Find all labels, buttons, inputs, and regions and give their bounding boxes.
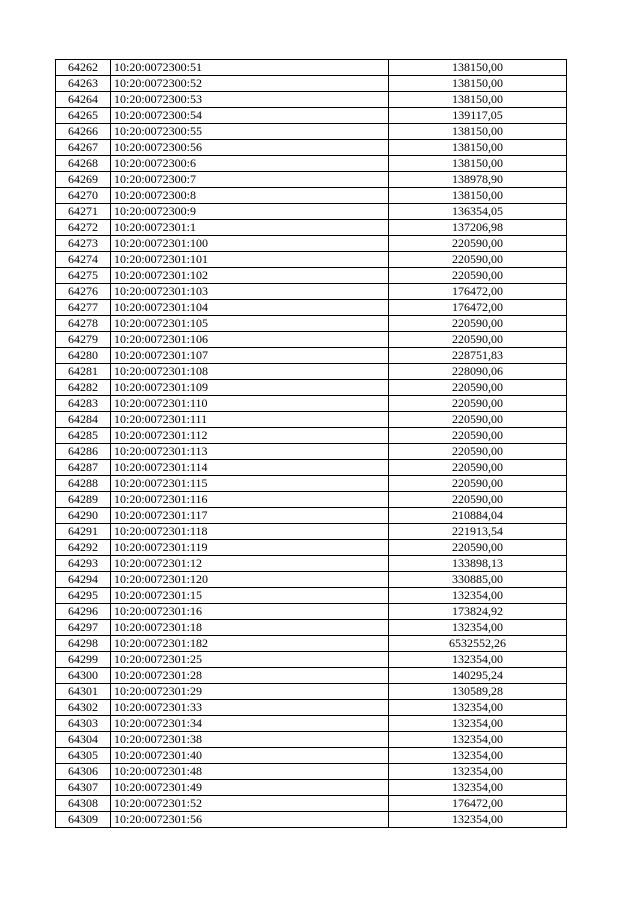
table-row [56, 172, 567, 188]
table-row [56, 684, 567, 700]
row-number-cell: 64262 [56, 60, 111, 76]
cadastral-number-cell: 10:20:0072301:104 [111, 300, 389, 316]
table-row [56, 332, 567, 348]
row-number-cell: 64279 [56, 332, 111, 348]
row-number-cell: 64271 [56, 204, 111, 220]
row-number-cell: 64273 [56, 236, 111, 252]
value-cell: 132354,00 [389, 620, 567, 636]
table-row [56, 252, 567, 268]
cadastral-number-cell: 10:20:0072300:7 [111, 172, 389, 188]
cadastral-number-cell: 10:20:0072301:49 [111, 780, 389, 796]
value-cell: 132354,00 [389, 700, 567, 716]
table-row [56, 236, 567, 252]
cadastral-number-cell: 10:20:0072301:52 [111, 796, 389, 812]
value-cell: 220590,00 [389, 412, 567, 428]
row-number-cell: 64307 [56, 780, 111, 796]
value-cell: 138150,00 [389, 124, 567, 140]
table-row [56, 380, 567, 396]
value-cell: 138150,00 [389, 188, 567, 204]
cadastral-number-cell: 10:20:0072301:115 [111, 476, 389, 492]
cadastral-number-cell: 10:20:0072301:119 [111, 540, 389, 556]
table-body [56, 60, 567, 828]
cadastral-number-cell: 10:20:0072300:8 [111, 188, 389, 204]
cadastral-number-cell: 10:20:0072301:182 [111, 636, 389, 652]
value-cell: 176472,00 [389, 284, 567, 300]
row-number-cell: 64299 [56, 652, 111, 668]
table-row [56, 412, 567, 428]
row-number-cell: 64293 [56, 556, 111, 572]
value-cell: 137206,98 [389, 220, 567, 236]
row-number-cell: 64272 [56, 220, 111, 236]
row-number-cell: 64290 [56, 508, 111, 524]
cadastral-number-cell: 10:20:0072301:15 [111, 588, 389, 604]
table-row [56, 220, 567, 236]
row-number-cell: 64309 [56, 812, 111, 828]
row-number-cell: 64263 [56, 76, 111, 92]
row-number-cell: 64304 [56, 732, 111, 748]
table-row [56, 460, 567, 476]
table-row [56, 588, 567, 604]
value-cell: 138150,00 [389, 60, 567, 76]
value-cell: 138150,00 [389, 156, 567, 172]
row-number-cell: 64296 [56, 604, 111, 620]
table-row [56, 716, 567, 732]
table-row [56, 748, 567, 764]
table-row [56, 316, 567, 332]
row-number-cell: 64294 [56, 572, 111, 588]
cadastral-number-cell: 10:20:0072301:102 [111, 268, 389, 284]
table-row [56, 60, 567, 76]
table-row [56, 300, 567, 316]
row-number-cell: 64280 [56, 348, 111, 364]
value-cell: 220590,00 [389, 492, 567, 508]
row-number-cell: 64266 [56, 124, 111, 140]
cadastral-number-cell: 10:20:0072301:109 [111, 380, 389, 396]
table-row [56, 428, 567, 444]
value-cell: 140295,24 [389, 668, 567, 684]
cadastral-number-cell: 10:20:0072301:34 [111, 716, 389, 732]
row-number-cell: 64269 [56, 172, 111, 188]
cadastral-number-cell: 10:20:0072300:51 [111, 60, 389, 76]
row-number-cell: 64289 [56, 492, 111, 508]
table-row [56, 188, 567, 204]
value-cell: 138150,00 [389, 140, 567, 156]
value-cell: 228751,83 [389, 348, 567, 364]
value-cell: 132354,00 [389, 764, 567, 780]
row-number-cell: 64306 [56, 764, 111, 780]
value-cell: 220590,00 [389, 396, 567, 412]
value-cell: 330885,00 [389, 572, 567, 588]
row-number-cell: 64300 [56, 668, 111, 684]
cadastral-number-cell: 10:20:0072301:113 [111, 444, 389, 460]
row-number-cell: 64297 [56, 620, 111, 636]
row-number-cell: 64281 [56, 364, 111, 380]
table-row [56, 780, 567, 796]
cadastral-number-cell: 10:20:0072300:6 [111, 156, 389, 172]
row-number-cell: 64268 [56, 156, 111, 172]
value-cell: 220590,00 [389, 444, 567, 460]
row-number-cell: 64270 [56, 188, 111, 204]
value-cell: 220590,00 [389, 332, 567, 348]
cadastral-number-cell: 10:20:0072301:101 [111, 252, 389, 268]
cadastral-number-cell: 10:20:0072300:56 [111, 140, 389, 156]
table-row [56, 364, 567, 380]
value-cell: 176472,00 [389, 796, 567, 812]
table-row [56, 812, 567, 828]
value-cell: 132354,00 [389, 732, 567, 748]
table-row [56, 700, 567, 716]
table-row [56, 636, 567, 652]
table-row [56, 508, 567, 524]
table-row [56, 140, 567, 156]
row-number-cell: 64305 [56, 748, 111, 764]
table-row [56, 108, 567, 124]
row-number-cell: 64265 [56, 108, 111, 124]
data-table [55, 59, 567, 828]
value-cell: 132354,00 [389, 588, 567, 604]
row-number-cell: 64278 [56, 316, 111, 332]
cadastral-number-cell: 10:20:0072301:111 [111, 412, 389, 428]
row-number-cell: 64295 [56, 588, 111, 604]
cadastral-number-cell: 10:20:0072301:16 [111, 604, 389, 620]
row-number-cell: 64287 [56, 460, 111, 476]
cadastral-number-cell: 10:20:0072300:52 [111, 76, 389, 92]
row-number-cell: 64284 [56, 412, 111, 428]
table-row [56, 76, 567, 92]
row-number-cell: 64275 [56, 268, 111, 284]
value-cell: 220590,00 [389, 316, 567, 332]
table-row [56, 652, 567, 668]
table-row [56, 556, 567, 572]
cadastral-number-cell: 10:20:0072301:1 [111, 220, 389, 236]
value-cell: 132354,00 [389, 748, 567, 764]
table-row [56, 764, 567, 780]
cadastral-number-cell: 10:20:0072300:54 [111, 108, 389, 124]
cadastral-number-cell: 10:20:0072301:29 [111, 684, 389, 700]
value-cell: 221913,54 [389, 524, 567, 540]
value-cell: 228090,06 [389, 364, 567, 380]
cadastral-number-cell: 10:20:0072300:55 [111, 124, 389, 140]
cadastral-number-cell: 10:20:0072301:18 [111, 620, 389, 636]
value-cell: 138150,00 [389, 92, 567, 108]
row-number-cell: 64274 [56, 252, 111, 268]
value-cell: 130589,28 [389, 684, 567, 700]
table-row [56, 796, 567, 812]
table-row [56, 156, 567, 172]
value-cell: 210884,04 [389, 508, 567, 524]
row-number-cell: 64288 [56, 476, 111, 492]
table-row [56, 604, 567, 620]
table-row [56, 92, 567, 108]
row-number-cell: 64302 [56, 700, 111, 716]
row-number-cell: 64301 [56, 684, 111, 700]
table-row [56, 124, 567, 140]
value-cell: 136354,05 [389, 204, 567, 220]
cadastral-number-cell: 10:20:0072301:105 [111, 316, 389, 332]
cadastral-number-cell: 10:20:0072301:28 [111, 668, 389, 684]
cadastral-number-cell: 10:20:0072301:108 [111, 364, 389, 380]
cadastral-number-cell: 10:20:0072301:117 [111, 508, 389, 524]
row-number-cell: 64298 [56, 636, 111, 652]
value-cell: 220590,00 [389, 252, 567, 268]
value-cell: 132354,00 [389, 780, 567, 796]
row-number-cell: 64286 [56, 444, 111, 460]
table-row [56, 284, 567, 300]
cadastral-number-cell: 10:20:0072301:112 [111, 428, 389, 444]
value-cell: 220590,00 [389, 540, 567, 556]
table-row [56, 572, 567, 588]
value-cell: 220590,00 [389, 380, 567, 396]
cadastral-number-cell: 10:20:0072300:9 [111, 204, 389, 220]
cadastral-number-cell: 10:20:0072301:114 [111, 460, 389, 476]
cadastral-number-cell: 10:20:0072301:38 [111, 732, 389, 748]
cadastral-number-cell: 10:20:0072301:100 [111, 236, 389, 252]
cadastral-number-cell: 10:20:0072301:56 [111, 812, 389, 828]
row-number-cell: 64285 [56, 428, 111, 444]
table-row [56, 348, 567, 364]
cadastral-number-cell: 10:20:0072301:118 [111, 524, 389, 540]
value-cell: 133898,13 [389, 556, 567, 572]
row-number-cell: 64303 [56, 716, 111, 732]
cadastral-number-cell: 10:20:0072301:106 [111, 332, 389, 348]
value-cell: 220590,00 [389, 476, 567, 492]
value-cell: 132354,00 [389, 716, 567, 732]
table-row [56, 620, 567, 636]
cadastral-number-cell: 10:20:0072301:25 [111, 652, 389, 668]
value-cell: 173824,92 [389, 604, 567, 620]
cadastral-number-cell: 10:20:0072301:12 [111, 556, 389, 572]
table-row [56, 476, 567, 492]
table-row [56, 268, 567, 284]
row-number-cell: 64277 [56, 300, 111, 316]
value-cell: 132354,00 [389, 812, 567, 828]
value-cell: 220590,00 [389, 428, 567, 444]
table-row [56, 732, 567, 748]
row-number-cell: 64267 [56, 140, 111, 156]
row-number-cell: 64276 [56, 284, 111, 300]
row-number-cell: 64291 [56, 524, 111, 540]
table-row [56, 204, 567, 220]
cadastral-number-cell: 10:20:0072301:116 [111, 492, 389, 508]
value-cell: 176472,00 [389, 300, 567, 316]
row-number-cell: 64292 [56, 540, 111, 556]
value-cell: 138978,90 [389, 172, 567, 188]
cadastral-number-cell: 10:20:0072301:40 [111, 748, 389, 764]
cadastral-number-cell: 10:20:0072301:110 [111, 396, 389, 412]
table-row [56, 396, 567, 412]
value-cell: 139117,05 [389, 108, 567, 124]
value-cell: 6532552,26 [389, 636, 567, 652]
row-number-cell: 64283 [56, 396, 111, 412]
value-cell: 220590,00 [389, 268, 567, 284]
table-row [56, 444, 567, 460]
table-row [56, 492, 567, 508]
cadastral-number-cell: 10:20:0072301:33 [111, 700, 389, 716]
table-row [56, 524, 567, 540]
row-number-cell: 64282 [56, 380, 111, 396]
cadastral-number-cell: 10:20:0072300:53 [111, 92, 389, 108]
value-cell: 138150,00 [389, 76, 567, 92]
cadastral-number-cell: 10:20:0072301:107 [111, 348, 389, 364]
row-number-cell: 64308 [56, 796, 111, 812]
value-cell: 220590,00 [389, 460, 567, 476]
value-cell: 220590,00 [389, 236, 567, 252]
row-number-cell: 64264 [56, 92, 111, 108]
table-row [56, 540, 567, 556]
cadastral-number-cell: 10:20:0072301:103 [111, 284, 389, 300]
cadastral-number-cell: 10:20:0072301:120 [111, 572, 389, 588]
value-cell: 132354,00 [389, 652, 567, 668]
cadastral-number-cell: 10:20:0072301:48 [111, 764, 389, 780]
table-row [56, 668, 567, 684]
